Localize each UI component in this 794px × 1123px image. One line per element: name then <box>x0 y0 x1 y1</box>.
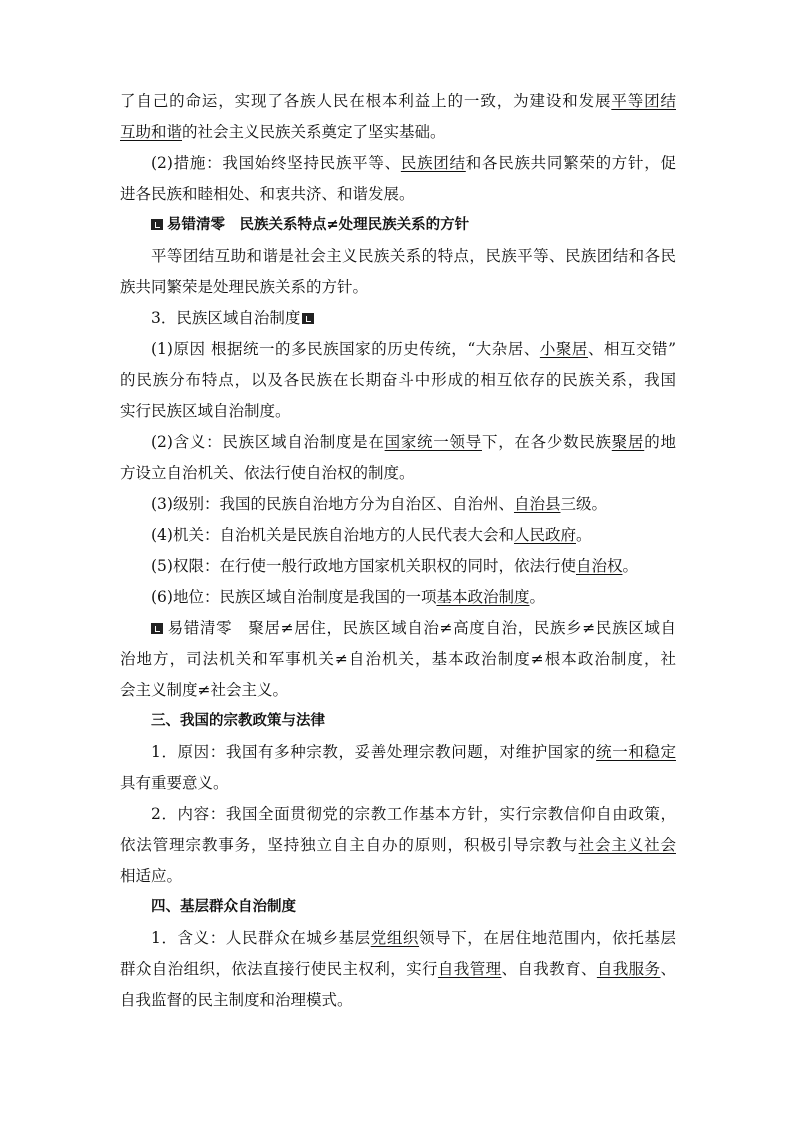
text: 会主义制度≠社会主义。 <box>120 681 288 699</box>
error-tip-heading <box>120 210 676 241</box>
text: 了自己的命运，实现了各族人民在根本利益上的一致，为建设和发展 <box>120 92 612 110</box>
text: 。 <box>575 526 592 544</box>
text: 。 <box>529 588 545 606</box>
underlined-term: 基本政治制度 <box>436 588 530 606</box>
text: (3)级别：我国的民族自治地方分为自治区、自治州、 <box>151 495 514 513</box>
text: 四、基层群众自治制度 <box>151 899 296 915</box>
text: 实行民族区域自治制度。 <box>120 402 291 420</box>
underlined-term: 自我管理 <box>437 960 502 978</box>
text: 2．内容：我国全面贯彻党的宗教工作基本方针，实行宗教信仰自由政策， <box>151 805 676 823</box>
underlined-term: 聚居 <box>611 433 645 451</box>
text: 的民族分布特点，以及各民族在长期奋斗中形成的相互依存的民族关系，我国 <box>120 371 676 389</box>
text: 依法管理宗教事务，坚持独立自主自办的原则，积极引导宗教与 <box>120 836 579 854</box>
underlined-term: 小聚居 <box>539 340 588 358</box>
underlined-term: 人民政府 <box>513 526 576 544</box>
text-line <box>120 830 676 861</box>
text-line <box>120 520 676 551</box>
text: 进各民族和睦相处、和衷共济、和谐发展。 <box>120 185 415 203</box>
text: 治地方，司法机关和军事机关≠自治机关，基本政治制度≠根本政治制度，社 <box>120 650 676 668</box>
text: 相适应。 <box>120 867 183 885</box>
text-line <box>120 458 676 489</box>
underlined-term: 自治县 <box>513 495 561 513</box>
text-line <box>120 582 676 613</box>
text: 的社会主义民族关系奠定了坚实基础。 <box>182 123 446 141</box>
text: 。 <box>622 557 638 575</box>
text: 平等团结互助和谐是社会主义民族关系的特点，民族平等、民族团结和各民 <box>151 247 676 265</box>
text-line <box>120 954 676 985</box>
text-line <box>120 365 676 396</box>
text: 族共同繁荣是处理民族关系的方针。 <box>120 278 369 296</box>
text-line <box>120 551 676 582</box>
text: (5)权限：在行使一般行政地方国家机关职权的同时，依法行使 <box>151 557 576 575</box>
section-heading <box>120 706 676 737</box>
text: 1．含义：人民群众在城乡基层 <box>151 929 371 947</box>
text: (6)地位：民族区域自治制度是我国的一项 <box>151 588 437 606</box>
tip-marker-icon <box>151 623 163 634</box>
text-line <box>120 799 676 830</box>
text-line <box>120 644 676 675</box>
key-point-marker-icon <box>302 313 314 324</box>
text: (4)机关：自治机关是民族自治地方的人民代表大会和 <box>151 526 514 544</box>
text-line <box>120 675 676 706</box>
text: 三、我国的宗教政策与法律 <box>151 713 325 729</box>
text: 、 <box>660 960 676 978</box>
text-line <box>120 179 676 210</box>
text: 三级。 <box>560 495 607 513</box>
text: 易错清零 民族关系特点≠处理民族关系的方针 <box>167 217 470 233</box>
underlined-term: 党组织 <box>370 929 420 947</box>
underlined-term: 互助和谐 <box>120 123 183 141</box>
text-line <box>120 427 676 458</box>
text-line <box>120 86 676 117</box>
text: 、相互交错” <box>587 340 676 358</box>
text-line <box>120 489 676 520</box>
text: 方设立自治机关、依法行使自治权的制度。 <box>120 464 415 482</box>
text: 易错清零 聚居≠居住，民族区域自治≠高度自治，民族乡≠民族区域自 <box>167 619 676 637</box>
text: 群众自治组织，依法直接行使民主权利，实行 <box>120 960 438 978</box>
text-line <box>120 923 676 954</box>
text: (2)措施：我国始终坚持民族平等、 <box>151 154 401 172</box>
underlined-term: 平等团结 <box>611 92 676 110</box>
text: (1)原因 根据统一的多民族国家的历史传统，“大杂居、 <box>151 340 540 358</box>
text-line <box>120 334 676 365</box>
text: 领导下，在居住地范围内，依托基层 <box>419 929 676 947</box>
underlined-term: 自治权 <box>575 557 623 575</box>
text-line <box>120 985 676 1016</box>
error-tip-line <box>120 613 676 644</box>
text-line <box>120 861 676 892</box>
underlined-term: 民族团结 <box>400 154 466 172</box>
text: (2)含义：民族区域自治制度是在 <box>151 433 385 451</box>
underlined-term: 自我服务 <box>596 960 661 978</box>
text-line <box>120 396 676 427</box>
section-heading <box>120 303 676 334</box>
text: 、自我教育、 <box>501 960 597 978</box>
text-line <box>120 272 676 303</box>
underlined-term: 国家统一领导 <box>384 433 482 451</box>
text: 具有重要意义。 <box>120 774 229 792</box>
text-line <box>120 737 676 768</box>
text-line <box>120 768 676 799</box>
text: 和各民族共同繁荣的方针，促 <box>465 154 676 172</box>
text: 1．原因：我国有多种宗教，妥善处理宗教问题，对维护国家的 <box>151 743 597 761</box>
tip-marker-icon <box>151 219 163 230</box>
text-line <box>120 117 676 148</box>
text: 下，在各少数民族 <box>481 433 612 451</box>
text: 自我监督的民主制度和治理模式。 <box>120 991 353 1009</box>
document-page <box>120 86 676 1016</box>
text-line <box>120 241 676 272</box>
text-line <box>120 148 676 179</box>
text: 的地 <box>644 433 676 451</box>
underlined-term: 社会主义社会 <box>578 836 676 854</box>
underlined-term: 统一和稳定 <box>596 743 676 761</box>
section-heading <box>120 892 676 923</box>
text: 3．民族区域自治制度 <box>151 309 301 327</box>
